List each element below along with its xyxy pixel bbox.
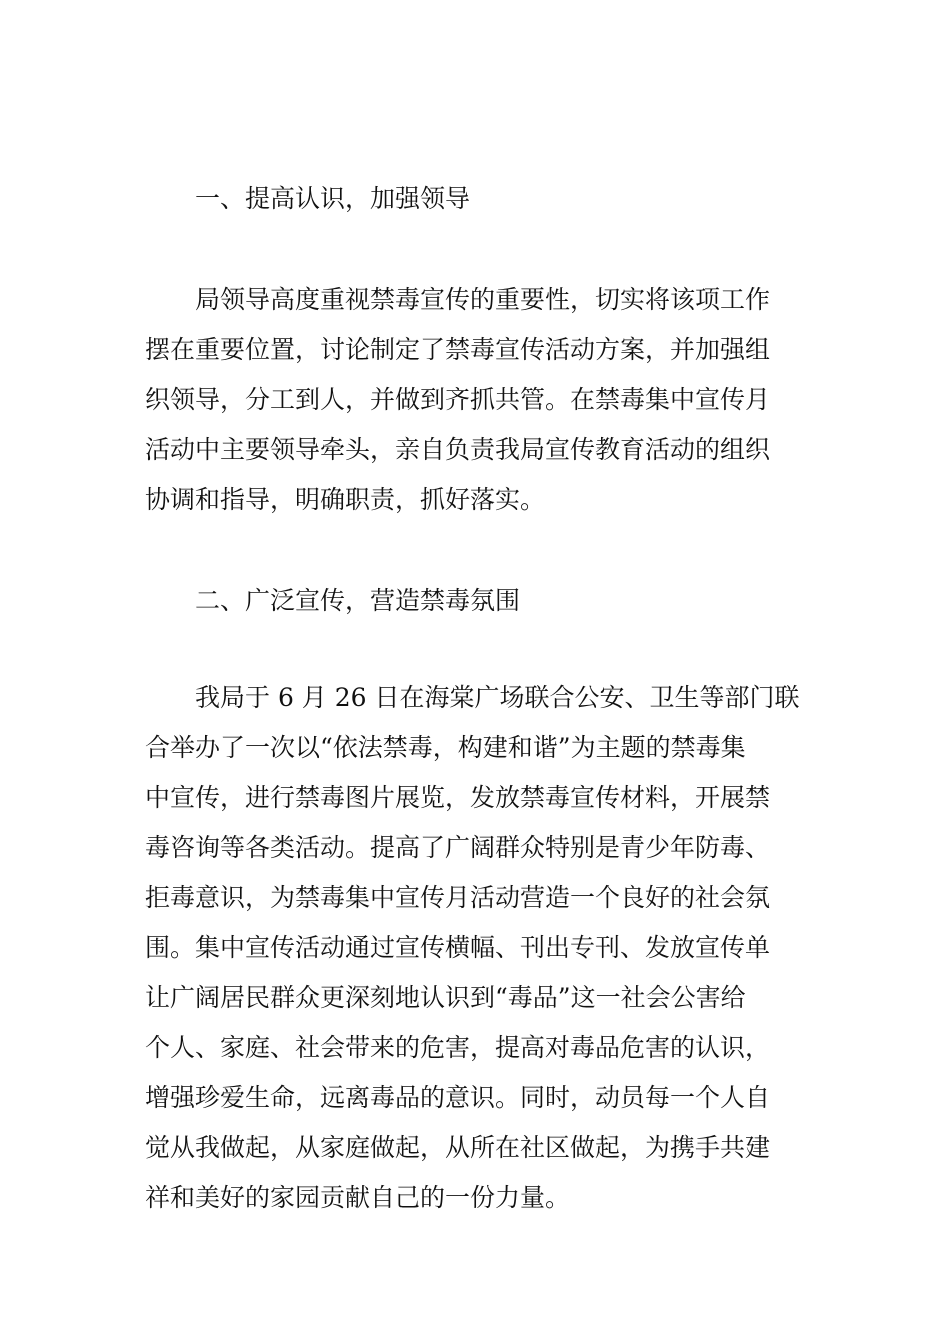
- paragraph-line: 让广阔居民群众更深刻地认识到“毒品”这一社会公害给: [145, 983, 746, 1012]
- paragraph-line: 我局于 6 月 26 日在海棠广场联合公安、卫生等部门联: [195, 683, 800, 712]
- paragraph-line: 中宣传，进行禁毒图片展览，发放禁毒宣传材料，开展禁: [145, 783, 771, 812]
- section-body-2: [145, 673, 810, 1223]
- paragraph-line: 合举办了一次以“依法禁毒，构建和谐”为主题的禁毒集: [145, 733, 746, 762]
- paragraph-line: 祥和美好的家园贡献自己的一份力量。: [145, 1183, 571, 1212]
- paragraph-line: 围。集中宣传活动通过宣传横幅、刊出专刊、发放宣传单: [145, 933, 771, 962]
- paragraph-line: 织领导，分工到人，并做到齐抓共管。在禁毒集中宣传月: [145, 385, 771, 414]
- paragraph-line: 增强珍爱生命，远离毒品的意识。同时，动员每一个人自: [145, 1083, 771, 1112]
- section-body-1: [145, 275, 810, 525]
- paragraph-line: 摆在重要位置，讨论制定了禁毒宣传活动方案，并加强组: [145, 335, 771, 364]
- paragraph-line: 个人、家庭、社会带来的危害，提高对毒品危害的认识，: [145, 1033, 771, 1062]
- section-heading-1: 一、提高认识，加强领导: [195, 184, 471, 213]
- paragraph-line: 协调和指导，明确职责，抓好落实。: [145, 485, 546, 514]
- section-heading-2: 二、广泛宣传，营造禁毒氛围: [195, 586, 521, 615]
- paragraph-line: 拒毒意识，为禁毒集中宣传月活动营造一个良好的社会氛: [145, 883, 771, 912]
- paragraph-line: 活动中主要领导牵头，亲自负责我局宣传教育活动的组织: [145, 435, 771, 464]
- paragraph-line: 局领导高度重视禁毒宣传的重要性，切实将该项工作: [195, 285, 771, 314]
- paragraph-line: 觉从我做起，从家庭做起，从所在社区做起，为携手共建: [145, 1133, 771, 1162]
- paragraph-line: 毒咨询等各类活动。提高了广阔群众特别是青少年防毒、: [145, 833, 771, 862]
